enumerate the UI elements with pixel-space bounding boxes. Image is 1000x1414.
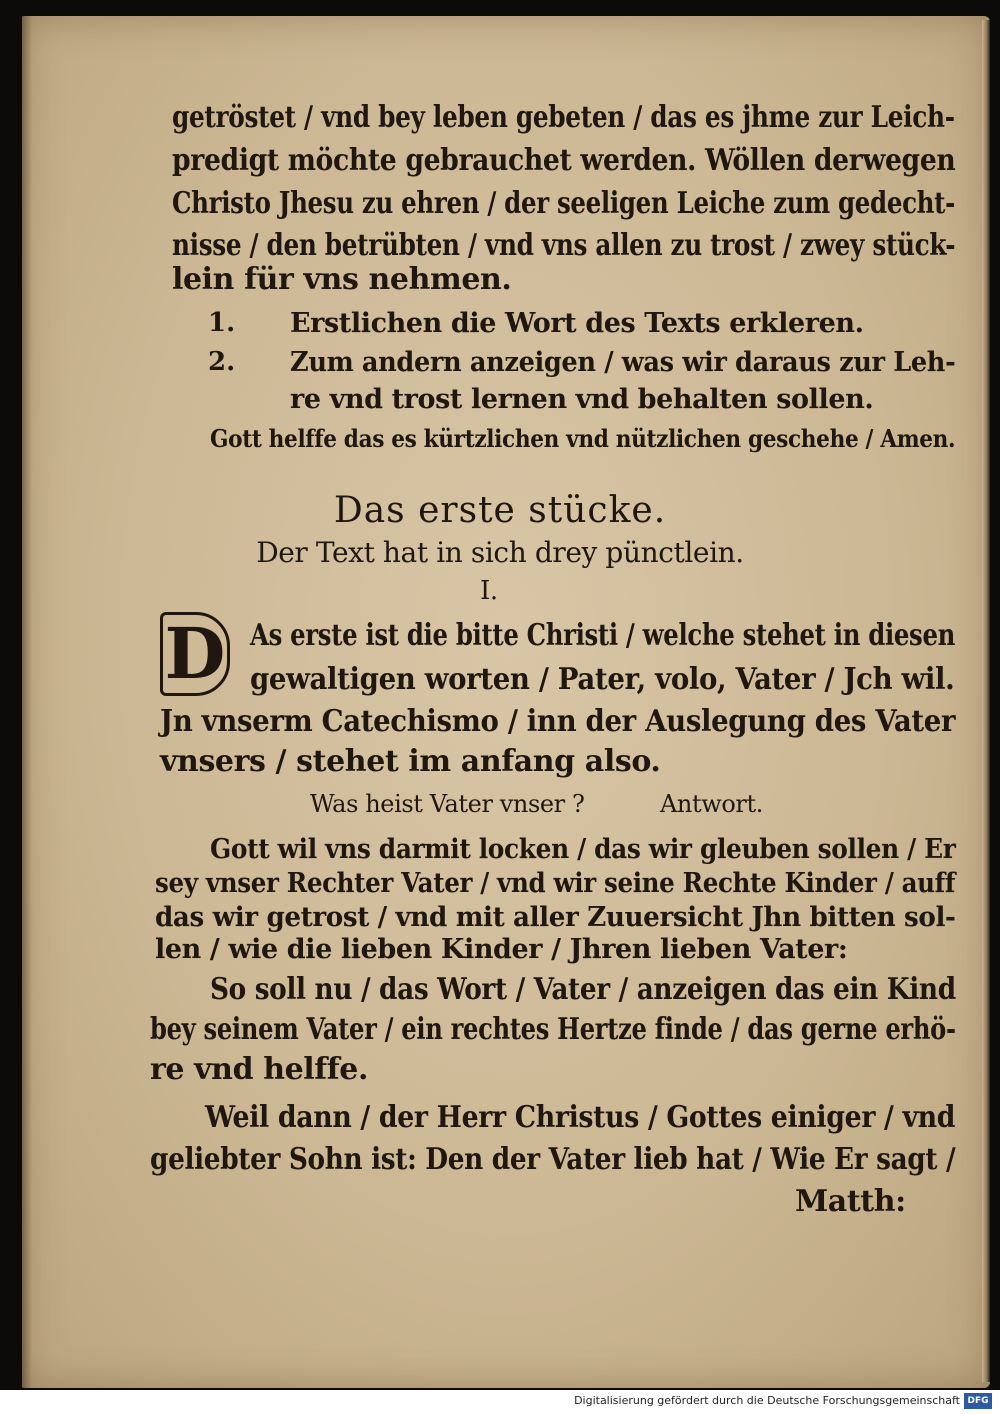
para2-line-1: Gott wil vns darmit locken / das wir gleuben sollen / Er	[210, 834, 956, 865]
section-title: Das erste stücke.	[333, 490, 667, 531]
para2-line-3: das wir getrost / vnd mit aller Zuuersicht Jhn bitten sol-	[155, 902, 956, 933]
answer-label: Antwort.	[660, 790, 763, 818]
para1-line-1: As erste ist die bitte Christi / welche stehet in diesen	[250, 618, 956, 653]
list-number-1: 1.	[208, 308, 236, 338]
para4-line-1: Weil dann / der Herr Christus / Gottes einiger / vnd	[205, 1100, 956, 1135]
para1-line-2: gewaltigen worten / Pater, volo, Vater / Jch wil.	[250, 662, 955, 697]
dfg-logo-icon: DFG	[964, 1393, 992, 1409]
para3-line-1: So soll nu / das Wort / Vater / anzeigen das ein Kind	[210, 972, 956, 1007]
text-line-3: Christo Jhesu zu ehren / der seeligen Leiche zum gedecht-	[172, 186, 955, 221]
text-line-4: nisse / den betrübten / vnd vns allen zu trost / zwey stück-	[172, 228, 956, 263]
list-item-1: Erstlichen die Wort des Texts erkleren.	[290, 308, 864, 339]
para2-line-2: sey vnser Rechter Vater / vnd wir seine Rechte Kinder / auff	[155, 868, 956, 899]
section-subtitle: Der Text hat in sich drey pünctlein.	[256, 536, 744, 569]
para4-line-2: geliebter Sohn ist: Den der Vater lieb hat / Wie Er sagt /	[150, 1142, 956, 1177]
para1-line-4: vnsers / stehet im anfang also.	[160, 744, 661, 779]
footer-credit: Digitalisierung gefördert durch die Deutsche Forschungsgemeinschaft	[574, 1394, 960, 1407]
list-number-2: 2.	[208, 347, 236, 377]
para1-line-3: Jn vnserm Catechismo / inn der Auslegung des Vater	[160, 704, 956, 739]
roman-numeral: I.	[480, 576, 498, 606]
drop-cap-initial: D	[160, 612, 230, 696]
text-line-5: lein für vns nehmen.	[172, 262, 512, 297]
text-line-2: predigt möchte gebrauchet werden. Wöllen derwegen	[172, 143, 956, 178]
list-item-2-cont: re vnd trost lernen vnd behalten sollen.	[290, 384, 874, 415]
para3-line-2: bey seinem Vater / ein rechtes Hertze finde / das gerne erhö-	[150, 1012, 956, 1047]
catchword: Matth:	[795, 1184, 906, 1219]
para3-line-3: re vnd helffe.	[150, 1052, 369, 1087]
question-line: Was heist Vater vnser ?	[310, 790, 585, 818]
list-item-2: Zum andern anzeigen / was wir daraus zur Leh-	[290, 347, 956, 378]
para2-line-4: len / wie die lieben Kinder / Jhren lieben Vater:	[155, 934, 848, 965]
text-line-1: getröstet / vnd bey leben gebeten / das es jhme zur Leich-	[172, 100, 955, 135]
prayer-line: Gott helffe das es kürtzlichen vnd nützlichen geschehe / Amen.	[210, 424, 956, 453]
